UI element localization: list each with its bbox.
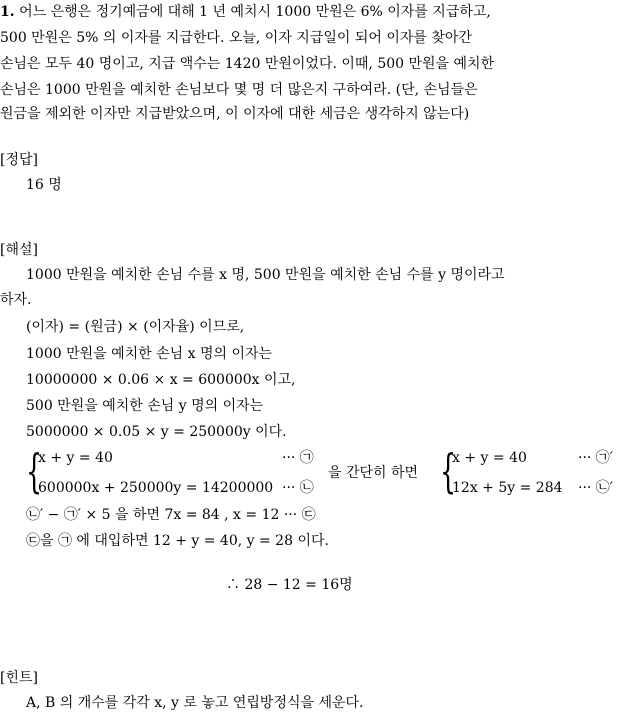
- simplify-text: 을 간단히 하면: [328, 465, 419, 481]
- answer-heading: [정답]: [0, 152, 38, 168]
- tag-2: ··· ㉡: [282, 480, 314, 496]
- tag-1: ··· ㉠: [282, 450, 314, 466]
- solution-line-1: (이자) = (원금) × (이자율) 이므로,: [26, 319, 245, 335]
- left-brace: {: [26, 444, 43, 498]
- solution-line-4: 500 만원을 예치한 손님 y 명의 이자는: [26, 398, 264, 414]
- hint-text: A, B 의 개수를 각각 x, y 로 놓고 연립방정식을 세운다.: [26, 695, 364, 711]
- solution-line-3: 10000000 × 0.06 × x = 600000x 이고,: [26, 372, 296, 388]
- system2-eq2: 12x + 5y = 284: [452, 480, 563, 496]
- system1-eq1: x + y = 40: [38, 450, 113, 466]
- hint-heading: [힌트]: [0, 670, 38, 686]
- problem-number: 1.: [0, 4, 15, 20]
- problem-line-4: 손님은 1000 만원을 예치한 손님보다 몇 명 더 많은지 구하여라. (단, 손님들은: [0, 82, 478, 98]
- solution-intro-1: 1000 만원을 예치한 손님 수를 x 명, 500 만원을 예치한 손님 수를 y 명이라고: [26, 267, 505, 283]
- tag-1-prime: ··· ㉠′: [578, 450, 613, 466]
- solution-line-6: ㉡′ − ㉠′ × 5 을 하면 7x = 84 , x = 12 ··· ㉢: [26, 507, 316, 523]
- system2-eq1: x + y = 40: [452, 450, 527, 466]
- problem-line-2: 500 만원은 5% 의 이자를 지급한다. 오늘, 이자 지급일이 되어 이자를 찾아간: [0, 30, 472, 46]
- solution-heading: [해설]: [0, 242, 38, 258]
- answer-value: 16 명: [26, 177, 62, 193]
- solution-line-7: ㉢을 ㉠ 에 대입하면 12 + y = 40, y = 28 이다.: [26, 533, 329, 549]
- system1-eq2: 600000x + 250000y = 14200000: [38, 480, 274, 496]
- tag-2-prime: ··· ㉡′: [578, 480, 613, 496]
- left-brace-2: {: [440, 444, 457, 498]
- solution-conclusion: ∴ 28 − 12 = 16명: [226, 577, 353, 593]
- problem-line-3: 손님은 모두 40 명이고, 지급 액수는 1420 만원이었다. 이때, 500 만원을 예치한: [0, 56, 495, 72]
- problem-line-5: 원금을 제외한 이자만 지급받았으며, 이 이자에 대한 세금은 생각하지 않는다): [0, 106, 470, 122]
- equation-systems: [26, 446, 624, 502]
- solution-intro-2: 하자.: [0, 292, 32, 308]
- solution-line-2: 1000 만원을 예치한 손님 x 명의 이자는: [26, 346, 273, 362]
- solution-line-5: 5000000 × 0.05 × y = 250000y 이다.: [26, 424, 287, 440]
- problem-line-1: 1. 어느 은행은 정기예금에 대해 1 년 예치시 1000 만원은 6% 이자를 지급하고,: [0, 4, 491, 20]
